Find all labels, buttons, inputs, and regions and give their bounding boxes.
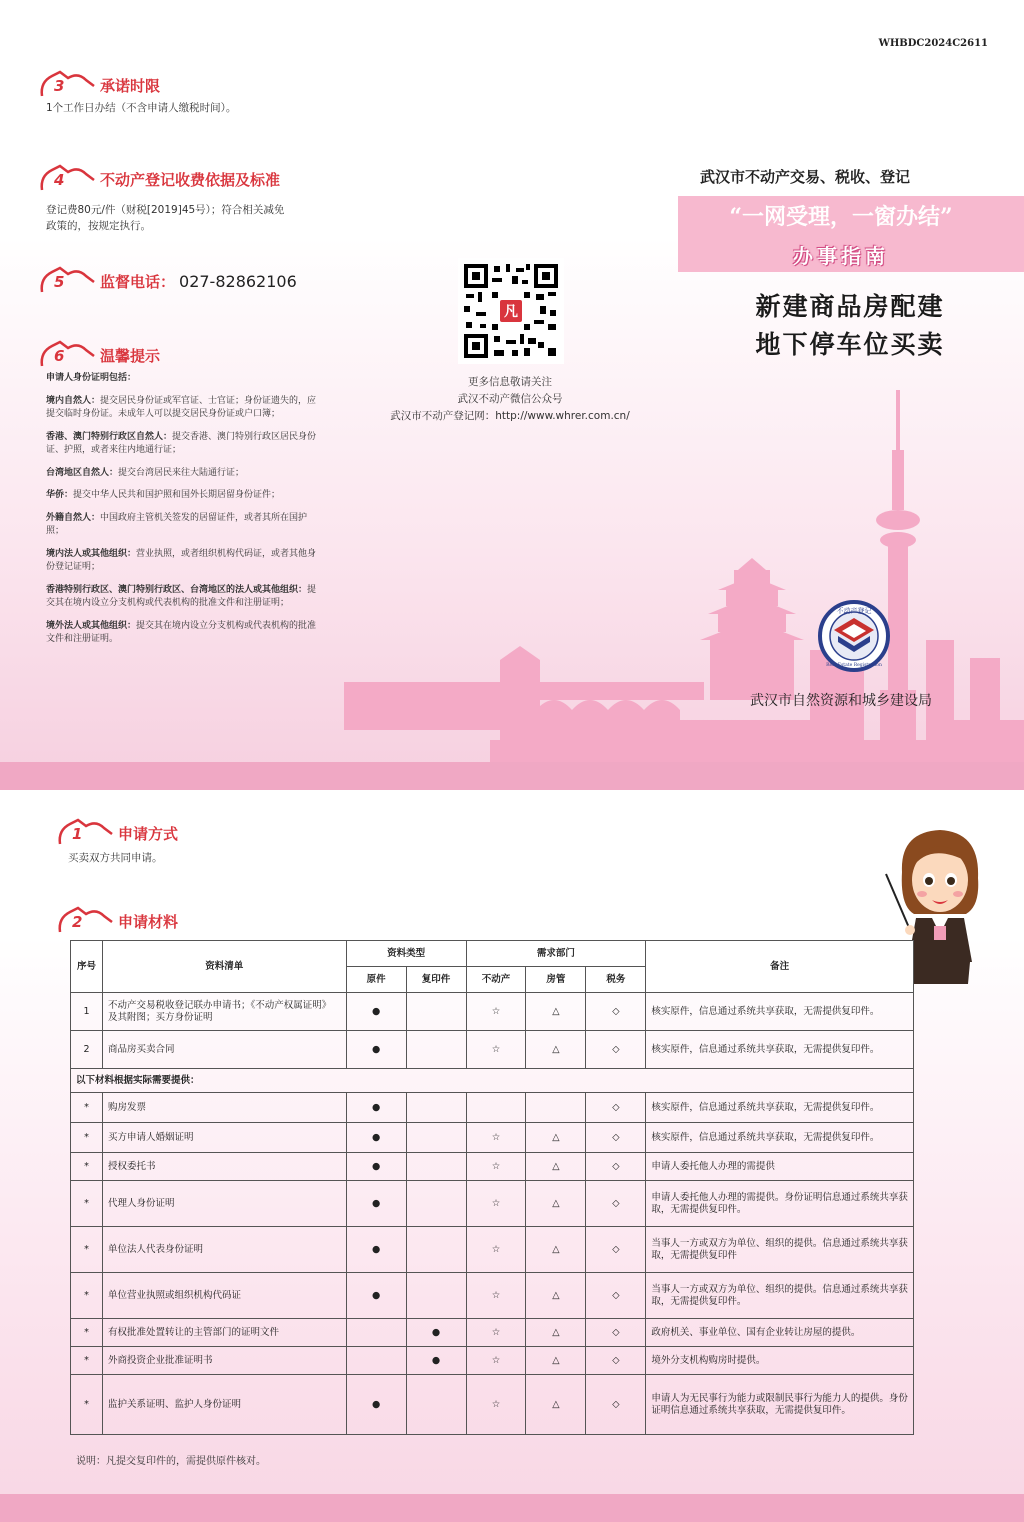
tip-item: 香港特别行政区、澳门特别行政区、台湾地区的法人或其他组织：提交其在境内设立分支机构或代表机构的批准文件和注册证明； [46,584,317,608]
table-row: * 购房发票 ● ◇ 核实原件，信息通过系统共享获取，无需提供复印件。 [71,1093,914,1123]
house-number-icon: 1 [56,818,116,848]
section-6-header [38,340,160,370]
table-row: * 单位法人代表身份证明 ● ☆ △ ◇ 当事人一方或双方为单位、组织的提供。信息通过系统共享获取，无需提供复印件 [71,1227,914,1273]
house-number-icon: 2 [56,906,116,936]
th-seq: 序号 [71,941,103,993]
tip-item: 境内自然人：提交居民身份证或军官证、士官证；身份证遗失的，应提交临时身份证。未成年人可以提交居民身份证或户口簿； [46,395,317,419]
section-5-title: 监督电话： [100,272,176,291]
section-4-header [38,164,280,194]
section-3-title: 承诺时限 [100,76,161,95]
qr-info: 更多信息敬请关注 武汉不动产微信公众号 武汉市不动产登记网：http://www.whrer.com.cn/ [360,374,660,425]
table-row: * 有权批准处置转让的主管部门的证明文件 ● ☆ △ ◇ 政府机关、事业单位、国有企业转让房屋的提供。 [71,1319,914,1347]
section-6-title: 温馨提示 [100,346,161,365]
section-3-header [38,70,160,100]
tip-item: 境内法人或其他组织：营业执照，或者组织机构代码证，或者其他身份登记证明； [46,548,317,572]
house-number-icon: 4 [38,164,98,194]
table-row: 2 商品房买卖合同 ● ☆ △ ◇ 核实原件，信息通过系统共享获取，无需提供复印件。 [71,1031,914,1069]
th-list: 资料清单 [102,941,346,993]
website-link[interactable]: 武汉市不动产登记网：http://www.whrer.com.cn/ [390,410,630,422]
section-1-body: 买卖双方共同申请。 [68,852,163,864]
doc-number: WHBDC2024C2611 [878,38,988,49]
house-number-icon: 6 [38,340,98,370]
th-tax: 税务 [586,967,646,993]
tips-list [46,372,320,656]
section-4-title: 不动产登记收费依据及标准 [100,170,281,189]
th-estate: 不动产 [466,967,526,993]
cover-slogan: “一网受理，一窗办结” [729,204,953,230]
top-pink-band [0,762,1024,790]
house-number-icon: 5 [38,266,98,296]
th-orig: 原件 [346,967,406,993]
section-5-header [38,266,297,296]
bureau-name: 武汉市自然资源和城乡建设局 [750,693,932,709]
section-1-header [56,818,178,848]
qr-code[interactable] [458,258,564,364]
materials-table [70,940,914,1435]
supervision-phone: 027-82862106 [179,271,297,291]
tip-item: 香港、澳门特别行政区自然人：提交香港、澳门特别行政区居民身份证、护照，或者来往内地通行证； [46,431,317,455]
section-1-title: 申请方式 [118,824,179,843]
svg-text:凡: 凡 [504,304,518,320]
real-estate-registration-logo [818,600,890,672]
tip-item: 台湾地区自然人：提交台湾居民来往大陆通行证； [46,467,245,478]
cover-title: 新建商品房配建 地下停车位买卖 [755,292,945,359]
table-footnote: 说明：凡提交复印件的，需提供原件核对。 [76,1456,266,1467]
house-number-icon: 3 [38,70,98,100]
th-housing: 房管 [526,967,586,993]
th-remark: 备注 [646,941,914,993]
qr-code-icon [462,262,560,360]
section-2-header [56,906,178,936]
bottom-pink-band [0,1494,1024,1522]
tip-item: 外籍自然人：中国政府主管机关签发的居留证件，或者其所在国护照； [46,512,308,536]
cover-guide-label: 办事指南 [793,244,889,268]
svg-text:Real Estate Registration: Real Estate Registration [826,663,882,668]
section-4-body: 登记费80元/件（财税[2019]45号）；符合相关减免 政策的，按规定执行。 [46,204,285,232]
table-row: * 单位营业执照或组织机构代码证 ● ☆ △ ◇ 当事人一方或双方为单位、组织的提供。信息通过系统共享获取，无需提供复印件。 [71,1273,914,1319]
th-type: 资料类型 [346,941,466,967]
table-note-row: 以下材料根据实际需要提供： [71,1069,914,1093]
th-copy: 复印件 [406,967,466,993]
table-row: * 外商投资企业批准证明书 ● ☆ △ ◇ 境外分支机构购房时提供。 [71,1347,914,1375]
table-row: * 监护关系证明、监护人身份证明 ● ☆ △ ◇ 申请人为无民事行为能力或限制民事行为能力人的提供。身份证明信息通过系统共享获取，无需提供复印件。 [71,1375,914,1435]
section-2-title: 申请材料 [118,912,179,931]
table-row: * 代理人身份证明 ● ☆ △ ◇ 申请人委托他人办理的需提供。身份证明信息通过系统共享获取，无需提供复印件。 [71,1181,914,1227]
section-3-body: 1个工作日办结（不含申请人缴税时间）。 [46,102,237,114]
tip-item: 境外法人或其他组织：提交其在境内设立分支机构或代表机构的批准文件和注册证明。 [46,620,317,644]
svg-text:不动产登记: 不动产登记 [836,607,872,615]
table-row: * 买方申请人婚姻证明 ● ☆ △ ◇ 核实原件，信息通过系统共享获取，无需提供复印件。 [71,1123,914,1153]
th-dept: 需求部门 [466,941,646,967]
cover-org-line: 武汉市不动产交易、税收、登记 [700,168,911,186]
tip-item: 申请人身份证明包括： [46,373,137,383]
tip-item: 华侨：提交中华人民共和国护照和国外长期居留身份证件； [46,490,281,500]
table-row: 1 不动产交易税收登记联办申请书；《不动产权属证明》及其附图；买方身份证明 ● ☆ △ ◇ 核实原件，信息通过系统共享获取，无需提供复印件。 [71,993,914,1031]
table-row: * 授权委托书 ● ☆ △ ◇ 申请人委托他人办理的需提供 [71,1153,914,1181]
